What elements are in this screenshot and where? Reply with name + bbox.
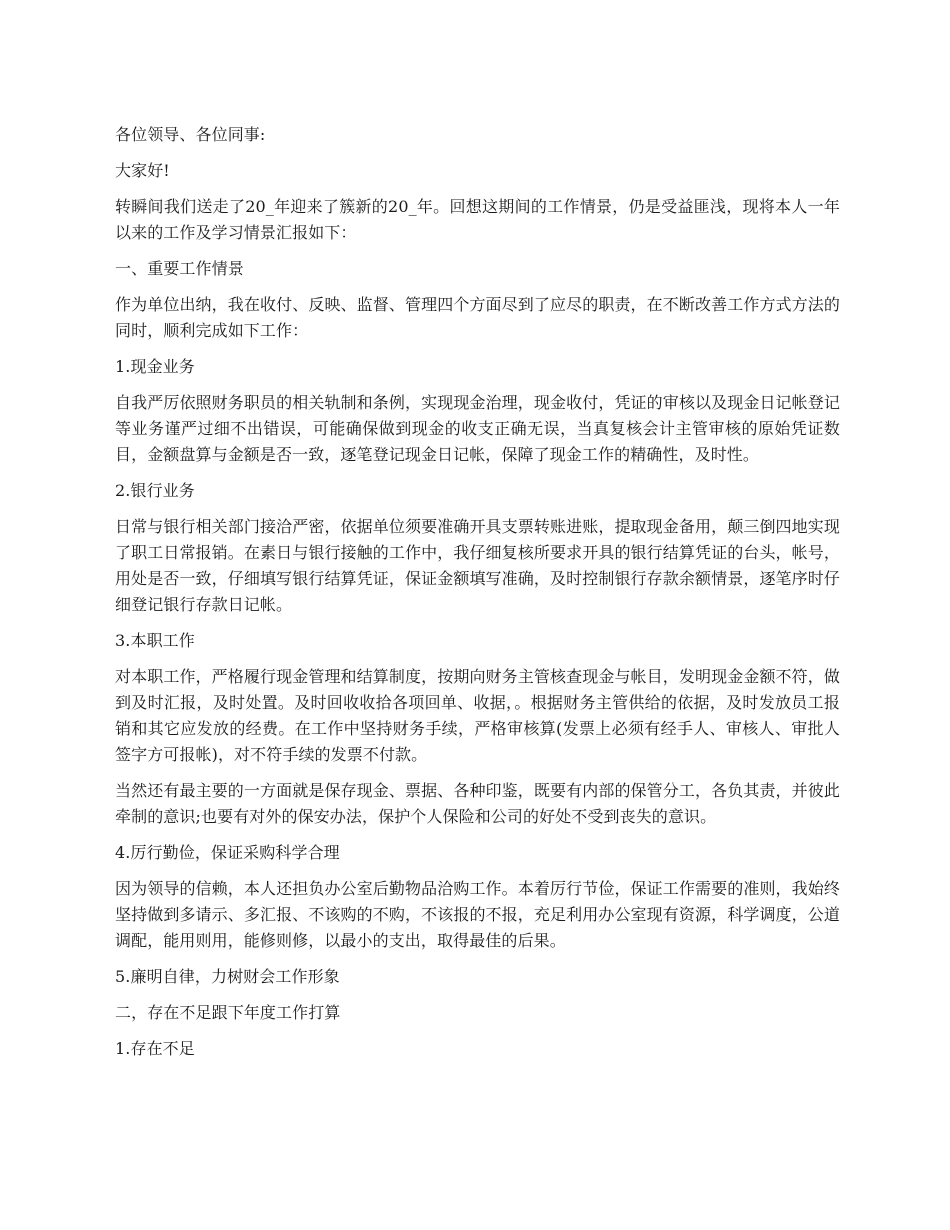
duties-paragraph: 对本职工作，严格履行现金管理和结算制度，按期向财务主管核查现金与帐目，发明现金金额不符，做到及时汇报，及时处置。及时回收收拾各项回单、收据，。根据财务主管供给的依据，及时发放员工报销和其它应发放的经费。在工作中坚持财务手续，严格审核算(发票上必须有经手人、审核人、审批人签字方可报帐)，对不符手续的发票不付款。 — [115, 667, 840, 764]
salutation: 各位领导、各位同事: — [115, 125, 266, 144]
subheading-cash: 1.现金业务 — [115, 357, 195, 376]
subheading-procurement: 4.厉行勤俭，保证采购科学合理 — [115, 843, 340, 862]
work-overview-paragraph: 作为单位出纳，我在收付、反映、监督、管理四个方面尽到了应尽的职责，在不断改善工作方式方法的同时，顺利完成如下工作： — [115, 295, 840, 340]
subheading-duties: 3.本职工作 — [115, 631, 195, 650]
section-heading-shortcomings: 二，存在不足跟下年度工作打算 — [115, 1003, 341, 1022]
bank-paragraph: 日常与银行相关部门接洽严密，依据单位须要准确开具支票转账进账，提取现金备用，颠三倒四地实现了职工日常报销。在素日与银行接触的工作中，我仔细复核所要求开具的银行结算凭证的台头，帐号，用处是否一致，仔细填写银行结算凭证，保证金额填写准确，及时控制银行存款余额情景，逐笔序时仔细登记银行存款日记帐。 — [115, 517, 840, 614]
cash-paragraph: 自我严厉依照财务职员的相关轨制和条例，实现现金治理，现金收付，凭证的审核以及现金日记帐登记等业务谨严过细不出错误，可能确保做到现金的收支正确无误，当真复核会计主管审核的原始凭证数目，金额盘算与金额是否一致，逐笔登记现金日记帐，保障了现金工作的精确性，及时性。 — [115, 393, 840, 464]
subheading-bank: 2.银行业务 — [115, 481, 195, 500]
intro-paragraph: 转瞬间我们送走了20_年迎来了簇新的20_年。回想这期间的工作情景，仍是受益匪浅，现将本人一年以来的工作及学习情景汇报如下： — [115, 197, 840, 242]
greeting: 大家好! — [115, 161, 170, 180]
procurement-paragraph: 因为领导的信赖，本人还担负办公室后勤物品洽购工作。本着厉行节俭，保证工作需要的准则，我始终坚持做到多请示、多汇报、不该购的不购，不该报的不报，充足利用办公室现有资源，科学调度，公道调配，能用则用，能修则修，以最小的支出，取得最佳的后果。 — [115, 879, 840, 950]
document-page — [115, 122, 840, 1072]
subheading-integrity: 5.廉明自律，力树财会工作形象 — [115, 967, 340, 986]
safekeeping-paragraph: 当然还有最主要的一方面就是保存现金、票据、各种印鉴，既要有内部的保管分工，各负其责，并彼此牵制的意识;也要有对外的保安办法，保护个人保险和公司的好处不受到丧失的意识。 — [115, 781, 840, 826]
subheading-shortcomings: 1.存在不足 — [115, 1039, 195, 1058]
section-heading-work: 一、重要工作情景 — [115, 259, 244, 278]
